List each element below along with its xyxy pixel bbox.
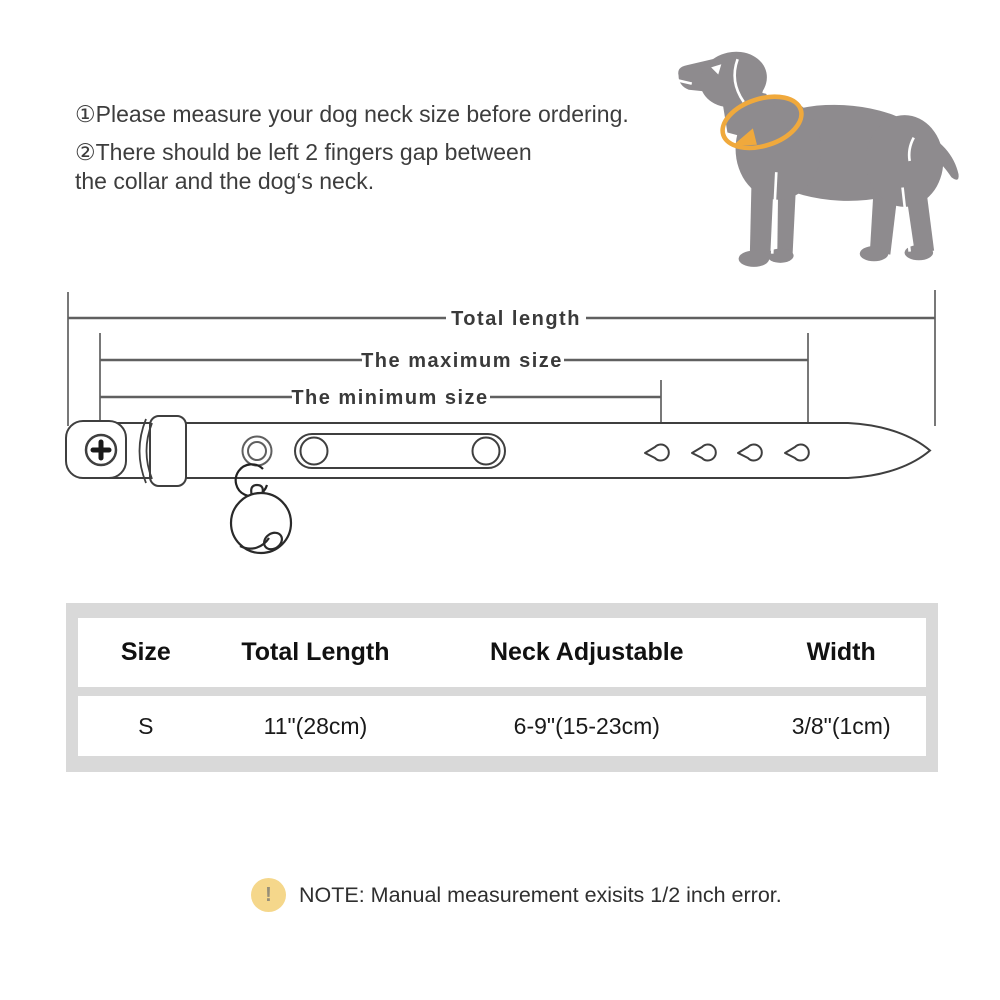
instruction-2: ②There should be left 2 fingers gap between the collar and the dog‘s neck. bbox=[75, 139, 532, 194]
measurement-note bbox=[251, 878, 782, 912]
min-size-label: The minimum size bbox=[291, 387, 489, 409]
cell-neck-adjustable: 6-9"(15-23cm) bbox=[513, 712, 660, 739]
dog-illustration bbox=[648, 28, 984, 294]
size-table bbox=[66, 603, 938, 772]
header-width: Width bbox=[806, 638, 876, 666]
collar-illustration bbox=[66, 416, 930, 553]
measuring-instructions bbox=[75, 100, 655, 196]
collar-ring bbox=[243, 437, 272, 466]
size-table-header bbox=[78, 618, 926, 687]
max-size-label: The maximum size bbox=[361, 350, 563, 372]
header-size: Size bbox=[120, 638, 171, 666]
cell-width: 3/8"(1cm) bbox=[791, 712, 891, 739]
size-table-row bbox=[78, 696, 926, 756]
instruction-1: ①Please measure your dog neck size before ordering. bbox=[75, 101, 629, 127]
collar-diagram bbox=[0, 280, 1000, 580]
header-total-length: Total Length bbox=[241, 638, 390, 666]
cell-total-length: 11"(28cm) bbox=[263, 712, 368, 739]
header-neck-adjustable: Neck Adjustable bbox=[489, 638, 684, 666]
total-length-label: Total length bbox=[451, 308, 581, 330]
note-text: NOTE: Manual measurement exisits 1/2 inch error. bbox=[299, 882, 782, 907]
exclamation-icon: ! bbox=[251, 878, 286, 912]
cell-size: S bbox=[138, 712, 154, 739]
bell-icon bbox=[231, 485, 291, 553]
dog-silhouette bbox=[648, 28, 984, 294]
